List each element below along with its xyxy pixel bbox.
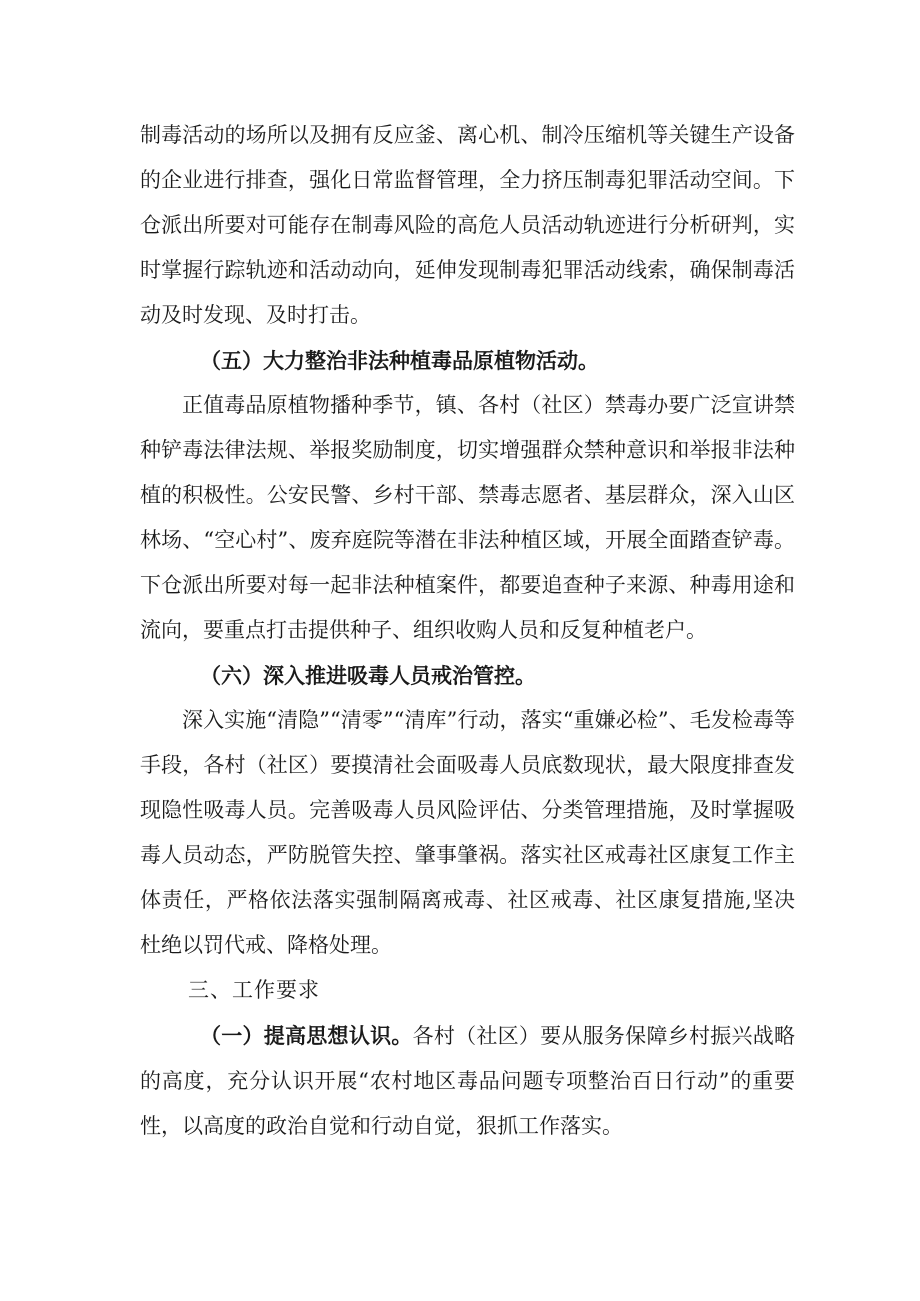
heading-section-5: （五）大力整治非法种植毒品原植物活动。 — [200, 348, 599, 373]
document-page — [140, 113, 795, 1149]
paragraph-raise-awareness — [140, 1013, 795, 1149]
heading-work-requirements: 三、工作要求 — [188, 978, 320, 1002]
heading-section-6: （六）深入推进吸毒人员戒治管控。 — [200, 663, 536, 688]
raise-awareness-lead: （一）提高思想认识。 — [200, 1023, 413, 1048]
paragraph-illegal-planting: 正值毒品原植物播种季节，镇、各村（社区）禁毒办要广泛宣讲禁种铲毒法律法规、举报奖励制度，切实增强群众禁种意识和举报非法种植的积极性。公安民警、乡村干部、禁毒志愿者、基层群众，深入山区林场、“空心村”、废弃庭院等潜在非法种植区域，开展全面踏查铲毒。下仓派出所要对每一起非法种植案件，都要追查种子来源、种毒用途和流向，要重点打击提供种子、组织收购人员和反复种植老户。 — [140, 393, 795, 642]
paragraph-drug-manufacturing: 制毒活动的场所以及拥有反应釜、离心机、制冷压缩机等关键生产设备的企业进行排查，强化日常监督管理，全力挤压制毒犯罪活动空间。下仓派出所要对可能存在制毒风险的高危人员活动轨迹进行分析研判，实时掌握行踪轨迹和活动动向，延伸发现制毒犯罪活动线索，确保制毒活动及时发现、及时打击。 — [140, 123, 795, 327]
raise-awareness-body: 各村（社区）要从服务保障乡村振兴战略的高度，充分认识开展“农村地区毒品问题专项整治百日行动”的重要性，以高度的政治自觉和行动自觉，狠抓工作落实。 — [140, 1024, 795, 1138]
paragraph-drug-user-control: 深入实施“清隐”“清零”“清库”行动，落实“重嫌必检”、毛发检毒等手段，各村（社区）要摸清社会面吸毒人员底数现状，最大限度排查发现隐性吸毒人员。完善吸毒人员风险评估、分类管理措施，及时掌握吸毒人员动态，严防脱管失控、肇事肇祸。落实社区戒毒社区康复工作主体责任，严格依法落实强制隔离戒毒、社区戒毒、社区康复措施,坚决杜绝以罚代戒、降格处理。 — [140, 708, 795, 957]
